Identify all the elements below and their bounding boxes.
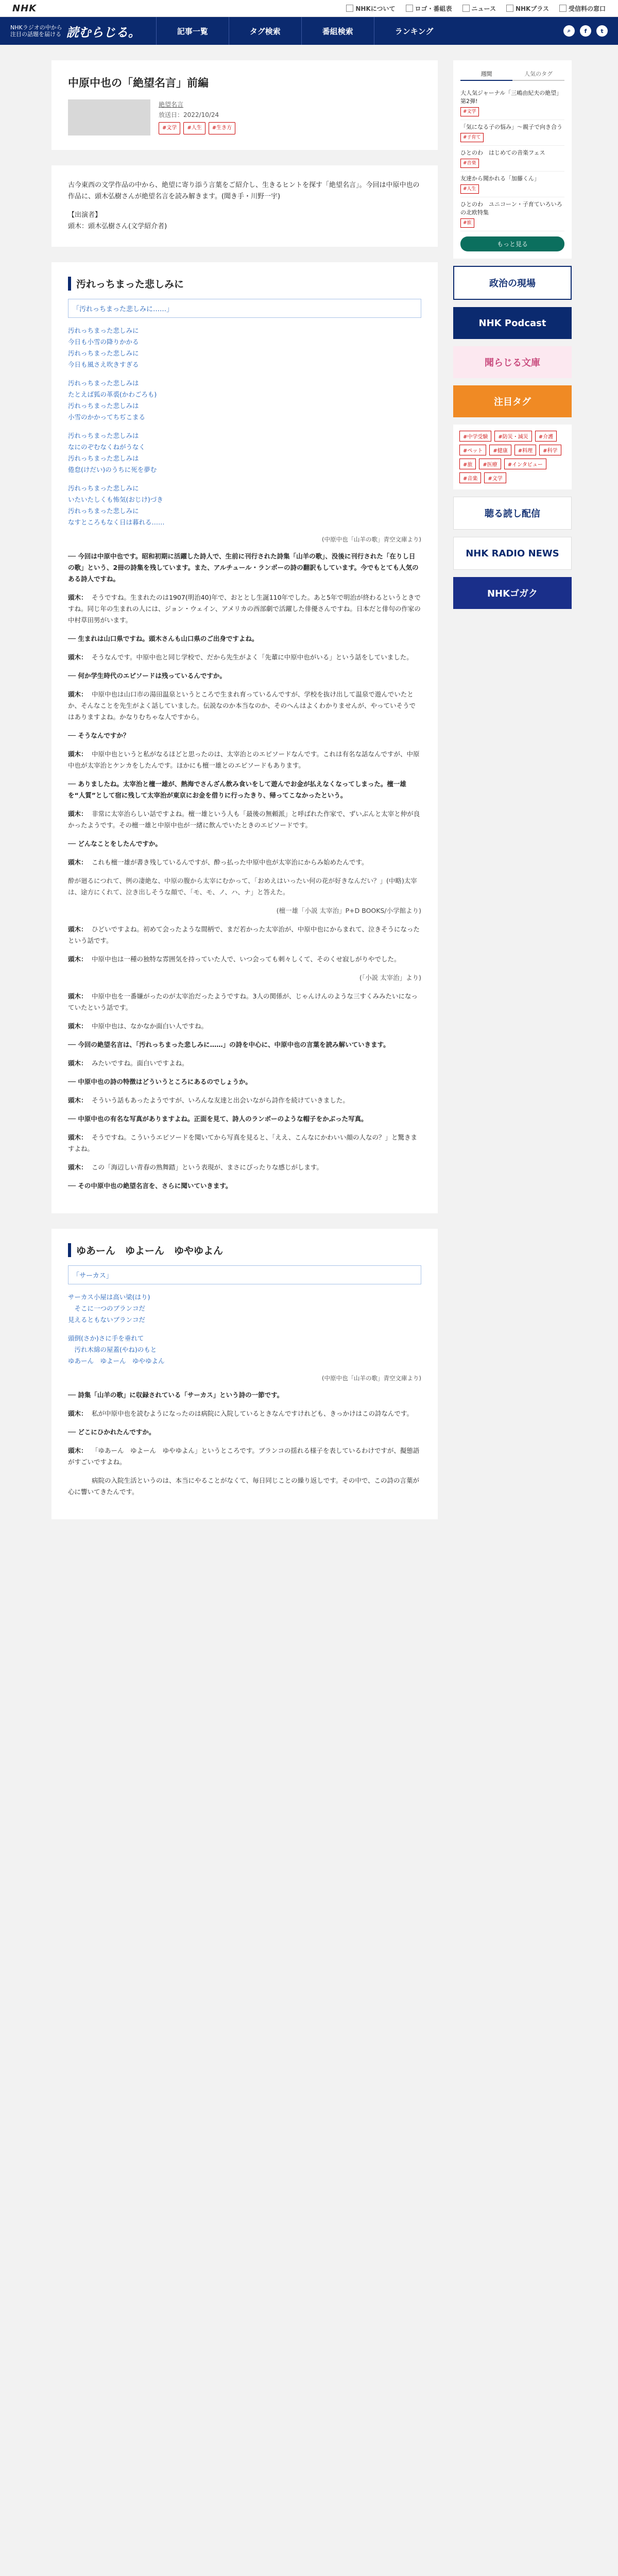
poem-title: 「汚れっちまった悲しみに……」 — [68, 299, 421, 318]
speaker-name: 頭木： — [68, 992, 88, 1000]
more-button[interactable]: もっと見る — [460, 236, 564, 251]
top-link-schedule[interactable]: ロゴ・番組表 — [406, 4, 452, 13]
speaker-name: 頭木： — [68, 925, 88, 933]
program-thumbnail[interactable] — [68, 99, 150, 135]
speaker-text: 中原中也は山口市の湯田温泉というところで生まれ育っているんですが、学校を抜け出して温泉で遊んでいたとか、そんなことを先生がよく話していました。伝説なのか本当なのか、そのへんはよくわかりませんが、やっていそうではありますよね。かなりむちゃな人ですから。 — [68, 690, 416, 721]
quote-source: (檀一雄「小説 太宰治」P+D BOOKS/小学館より) — [276, 907, 421, 914]
speaker-name: 頭木： — [68, 1410, 88, 1417]
page-title: 中原中也の「絶望名言」前編 — [68, 77, 209, 89]
speaker-name: 頭木： — [68, 1022, 88, 1030]
poem-stanza: サーカス小屋は高い梁(はり) そこに一つのブランコだ 見えるともないブランコだ — [68, 1293, 150, 1324]
speaker-text: ひどいですよね。初めて会ったような間柄で、まだ若かった太宰治が、中原中也にからまれて、泣きそうになったという話です。 — [68, 925, 420, 944]
speaker-line — [68, 954, 421, 965]
search-icon[interactable]: ⌕ — [563, 25, 575, 37]
speaker-line — [68, 592, 421, 626]
speaker-line — [68, 857, 421, 868]
speaker-text: 中原中也は一種の独特な雰囲気を持っていた人で、いつ会っても刺々しくて、そのくせ寂しがりやでした。 — [92, 955, 401, 963]
speaker-line — [68, 1475, 421, 1498]
guest-text: 頭木：頭木弘樹さん(文学紹介者) — [68, 223, 167, 230]
nhk-logo[interactable]: NHK — [12, 3, 37, 14]
tab-weekly[interactable]: 週間 — [460, 67, 512, 81]
interviewer-line: ── 何か学生時代のエピソードは残っているんですか。 — [68, 672, 226, 680]
tag-cloud — [453, 425, 572, 489]
speaker-line — [68, 924, 421, 946]
speaker-text: そうですね。こういうエピソードを聞いてから写真を見ると、「ええ、こんなにかわいい顔の人なの？」と驚きますよね。 — [68, 1133, 418, 1153]
lead-text: 古今東西の文学作品の中から、絶望に寄り添う言葉をご紹介し、生きるヒントを探す「絶望名言」。今回は中原中也の作品に、頭木弘樹さんが絶望名言を読み解きます。(聞き手・川野一宇) — [68, 181, 420, 200]
speaker-text: そうなんです。中原中也と同じ学校で、だから先生がよく「先輩に中原中也がいる」という話をしていました。 — [92, 653, 413, 661]
nav-icons — [563, 25, 608, 37]
tag[interactable]: #インタビュー — [504, 459, 546, 469]
speaker-line — [68, 1445, 421, 1468]
poem-stanza: 汚れっちまった悲しみは なにのぞむなくねがうなく 汚れっちまった悲しみは 倦怠(けだい)のうちに死を夢む — [68, 432, 157, 473]
banner-listen-read[interactable]: 聴る読し配信 — [453, 497, 572, 530]
speaker-name: 頭木： — [68, 1133, 88, 1141]
brand-logo: 読むらじる。 — [66, 25, 141, 40]
square-icon — [462, 5, 470, 12]
speaker-line — [68, 1095, 421, 1106]
list-item[interactable]: ひとのわ ユニコーン・子育ていろいろの北欧特集 #旅 — [460, 197, 564, 231]
nav-item-tags[interactable]: タグ検索 — [229, 17, 301, 45]
poem-source: (中原中也「山羊の歌」青空文庫より) — [322, 536, 421, 543]
interviewer-line: ── ありましたね。太宰治と檀一雄が、熱海でさんざん飲み食いをして遊んでお金が払えなくなってしまった。檀一雄を“人質”として宿に残して太宰治が東京にお金を借りに行ったきり、帰ってこなかったという。 — [68, 780, 406, 799]
interviewer-line: ── どんなことをしたんですか。 — [68, 840, 162, 848]
speaker-text: 中原中也というと私がなるほどと思ったのは、太宰治とのエピソードなんです。これは有名な話なんですが、中原中也が太宰治とケンカをしたんです。ほかにも檀一雄とのエピソードもあります。 — [68, 750, 420, 769]
facebook-icon[interactable]: f — [580, 25, 591, 37]
speaker-name: 頭木： — [68, 1096, 88, 1104]
interviewer-line: ── 今回は中原中也です。昭和初期に活躍した詩人で、生前に刊行された詩集「山羊の歌」、没後に刊行された「在りし日の歌」という、2冊の詩集を残しています。また、アルチュール・ランボーの詩の翻訳もしています。今でもとても人気のある詩人ですね。 — [68, 552, 419, 583]
speaker-name: 頭木： — [68, 858, 88, 866]
speaker-text: 病院の入院生活というのは、本当にやることがなくて、毎日同じことの繰り返しです。その中で、この詩の言葉が心に響いてきたんです。 — [68, 1477, 420, 1496]
tag[interactable]: #旅 — [459, 459, 476, 469]
speaker-line — [68, 1162, 421, 1173]
tag[interactable]: #医療 — [479, 459, 501, 469]
speaker-text: みたいですね。面白いですよね。 — [92, 1059, 188, 1067]
speaker-name: 頭木： — [68, 690, 88, 698]
interviewer-line: ── その中原中也の絶望名言を、さらに聞いていきます。 — [68, 1182, 232, 1190]
block-quote: 酔が廻るにつれて、例の凄絶な、中原の腹から太宰にむかって、「おめえはいったい何の花が好きなんだい？」(中略)太宰は、途方にくれて、泣き出しそうな顔で、「モ、モ、ノ、ハ、ナ」と答えた。 — [68, 877, 417, 896]
quote-source: (「小説 太宰治」より) — [359, 974, 421, 981]
brand[interactable] — [10, 22, 141, 40]
poem-stanza: 汚れっちまった悲しみに 今日も小雪の降りかかる 汚れっちまった悲しみに 今日も風さえ吹きすぎる — [68, 327, 139, 368]
top-link-fee[interactable]: 受信料の窓口 — [559, 4, 606, 13]
square-icon — [559, 5, 566, 12]
nav-item-ranking[interactable]: ランキング — [374, 17, 454, 45]
speaker-line — [68, 1058, 421, 1069]
top-link-news[interactable]: ニュース — [462, 4, 496, 13]
speaker-name: 頭木： — [68, 955, 88, 963]
tag[interactable]: #ペット — [459, 445, 486, 455]
guest-label: 【出演者】 — [68, 211, 102, 219]
interviewer-line: ── 生まれは山口県ですね。頭木さんも山口県のご出身ですよね。 — [68, 635, 259, 642]
tag[interactable]: #生き方 — [209, 122, 235, 134]
speaker-name: 頭木： — [68, 810, 88, 818]
speaker-text: 「ゆあーん ゆよーん ゆやゆよん」というところです。ブランコの揺れる様子を表しているわけですが、擬態語がすごいですよね。 — [68, 1447, 420, 1466]
tab-popular-tags[interactable]: 人気のタグ — [512, 67, 564, 81]
section-heading: ゆあーん ゆよーん ゆやゆよん — [68, 1243, 421, 1257]
speaker-name: 頭木： — [68, 653, 88, 661]
section-heading: 汚れっちまった悲しみに — [68, 277, 421, 291]
ranking-box — [453, 60, 572, 259]
speaker-line — [68, 1021, 421, 1032]
top-links — [346, 4, 606, 13]
poem-title: 「サーカス」 — [68, 1265, 421, 1284]
dialogue — [68, 551, 421, 1192]
speaker-text: そうですね。生まれたのは1907(明治40)年で、おととし生誕110年でした。あと5年で明治が終わるというときですね。同じ年の生まれの人には、ジョン・ウェイン、アメリカの西部劇で活躍した俳優さんですね。日本だと俳句の作家の中村草田男がいます。 — [68, 594, 421, 624]
tag[interactable]: #介護 — [535, 431, 557, 442]
tag[interactable]: #健康 — [489, 445, 511, 455]
speaker-line — [68, 652, 421, 663]
tag[interactable]: #文学 — [484, 472, 506, 483]
tag[interactable]: #音楽 — [459, 472, 481, 483]
square-icon — [506, 5, 513, 12]
speaker-name: 頭木： — [68, 594, 88, 601]
tag[interactable]: #料理 — [514, 445, 536, 455]
program-name[interactable]: 絶望名言 — [159, 101, 184, 108]
tag[interactable]: #科学 — [539, 445, 561, 455]
speaker-line — [68, 749, 421, 771]
twitter-icon[interactable]: t — [596, 25, 608, 37]
tag[interactable]: #中学受験 — [459, 431, 491, 442]
banner-featured-tags[interactable]: 注目タグ — [453, 385, 572, 417]
list-item[interactable]: 友達から聞かれる「加藤くん」 #人生 — [460, 172, 564, 197]
top-bar — [0, 0, 618, 17]
speaker-line — [68, 1132, 421, 1155]
speaker-line — [68, 1408, 421, 1419]
interviewer-line: ── 今回の絶望名言は、「汚れっちまった悲しみに……」の詩を中心に、中原中也の言葉を読み解いていきます。 — [68, 1041, 390, 1048]
list-item[interactable]: ひとのわ はじめての音楽フェス #音楽 — [460, 146, 564, 172]
interviewer-line: ── 詩集「山羊の歌」に収録されている「サーカス」という詩の一節です。 — [68, 1391, 284, 1399]
speaker-text: これも檀一雄が書き残しているんですが、酔っ払った中原中也が太宰治にからみ始めたんです。 — [92, 858, 368, 866]
speaker-line — [68, 991, 421, 1013]
tag[interactable]: #防災・減災 — [494, 431, 531, 442]
speaker-text: この「海辺しい青春の熟舞踏」という表現が、まさにぴったりな感じがします。 — [92, 1163, 323, 1171]
interviewer-line: ── そうなんですか？ — [68, 732, 130, 739]
interviewer-line: ── 中原中也の有名な写真がありますよね。正面を見て、詩人のランボーのような帽子をかぶった写真。 — [68, 1115, 368, 1123]
article-section-1 — [52, 262, 438, 1213]
banner-radio-news[interactable]: NHK RADIO NEWS — [453, 537, 572, 570]
top-link-about[interactable]: NHKについて — [346, 4, 395, 13]
tag[interactable]: #人生 — [183, 122, 205, 134]
list-item[interactable]: 「気になる子の悩み」～親子で向き合う #子育て — [460, 120, 564, 146]
brand-tagline-1: NHKラジオの中から — [10, 24, 62, 31]
speaker-text: 非常に太宰治らしい話ですよね。檀一雄という人も「最後の無頼派」と呼ばれた作家で、ずいぶんと太宰と仲が良かったようです。その檀一雄と中原中也が一緒に飲んでいたときのエピソードです。 — [68, 810, 420, 829]
interviewer-line: ── どこにひかれたんですか。 — [68, 1428, 156, 1436]
tag[interactable]: #文学 — [159, 122, 180, 134]
article-lead — [52, 165, 438, 247]
square-icon — [346, 5, 353, 12]
brand-tagline-2: 注目の話題を届ける — [10, 31, 61, 38]
speaker-text: 中原中也は、なかなか面白い人ですね。 — [92, 1022, 208, 1030]
dialogue — [68, 1389, 421, 1498]
speaker-line — [68, 689, 421, 723]
interviewer-line: ── 中原中也の詩の特徴はどういうところにあるのでしょうか。 — [68, 1078, 252, 1086]
article-section-2 — [52, 1229, 438, 1519]
square-icon — [406, 5, 413, 12]
speaker-text: 中原中也を一番嫌がったのが太宰治だったようですね。3人の関係が、じゃんけんのような三すくみみたいになっていたという話です。 — [68, 992, 418, 1011]
poem-source: (中原中也「山羊の歌」青空文庫より) — [322, 1375, 421, 1382]
speaker-text: 私が中原中也を読むようになったのは病院に入院しているときなんですけれども、きっかけはこの詩なんです。 — [92, 1410, 414, 1417]
broadcast-date: 放送日：2022/10/24 — [159, 111, 219, 118]
tag-row — [159, 122, 235, 134]
speaker-name: 頭木： — [68, 750, 88, 758]
sidebar — [453, 60, 572, 1535]
poem-stanza: 頭倒(さか)さに手を垂れて 汚れ木綿の屋蓋(やね)のもと ゆあーん ゆよーん ゆやゆよん — [68, 1334, 165, 1365]
banner-podcast[interactable]: NHK Podcast — [453, 307, 572, 339]
speaker-name: 頭木： — [68, 1447, 88, 1454]
main-column — [52, 60, 438, 1535]
poem-stanza: 汚れっちまった悲しみは たとえば狐の革裘(かわごろも) 汚れっちまった悲しみは 小雪のかかってちぢこまる — [68, 379, 157, 421]
speaker-name: 頭木： — [68, 1163, 88, 1171]
banner-politics[interactable]: 政治の現場 — [453, 266, 572, 300]
banner-bunko[interactable]: 聞らじる文庫 — [453, 346, 572, 378]
top-link-plus[interactable]: NHKプラス — [506, 4, 549, 13]
nav-items — [156, 17, 454, 45]
speaker-name: 頭木： — [68, 1059, 88, 1067]
nav-item-articles[interactable]: 記事一覧 — [156, 17, 229, 45]
speaker-text: そういう話もあったようですが、いろんな友達と出会いながら詩作を続けていきました。 — [92, 1096, 349, 1104]
main-nav — [0, 17, 618, 45]
poem-stanza: 汚れっちまった悲しみに いたいたしくも怖気(おじけ)づき 汚れっちまった悲しみに なすところもなく日は暮れる…… — [68, 484, 165, 526]
list-item[interactable]: 大人気ジャーナル「三嶋由紀夫の絶望」第2弾! #文学 — [460, 86, 564, 120]
speaker-line — [68, 808, 421, 831]
banner-gogaku[interactable]: NHKゴガク — [453, 577, 572, 609]
article-header — [52, 60, 438, 150]
nav-item-programs[interactable]: 番組検索 — [301, 17, 374, 45]
